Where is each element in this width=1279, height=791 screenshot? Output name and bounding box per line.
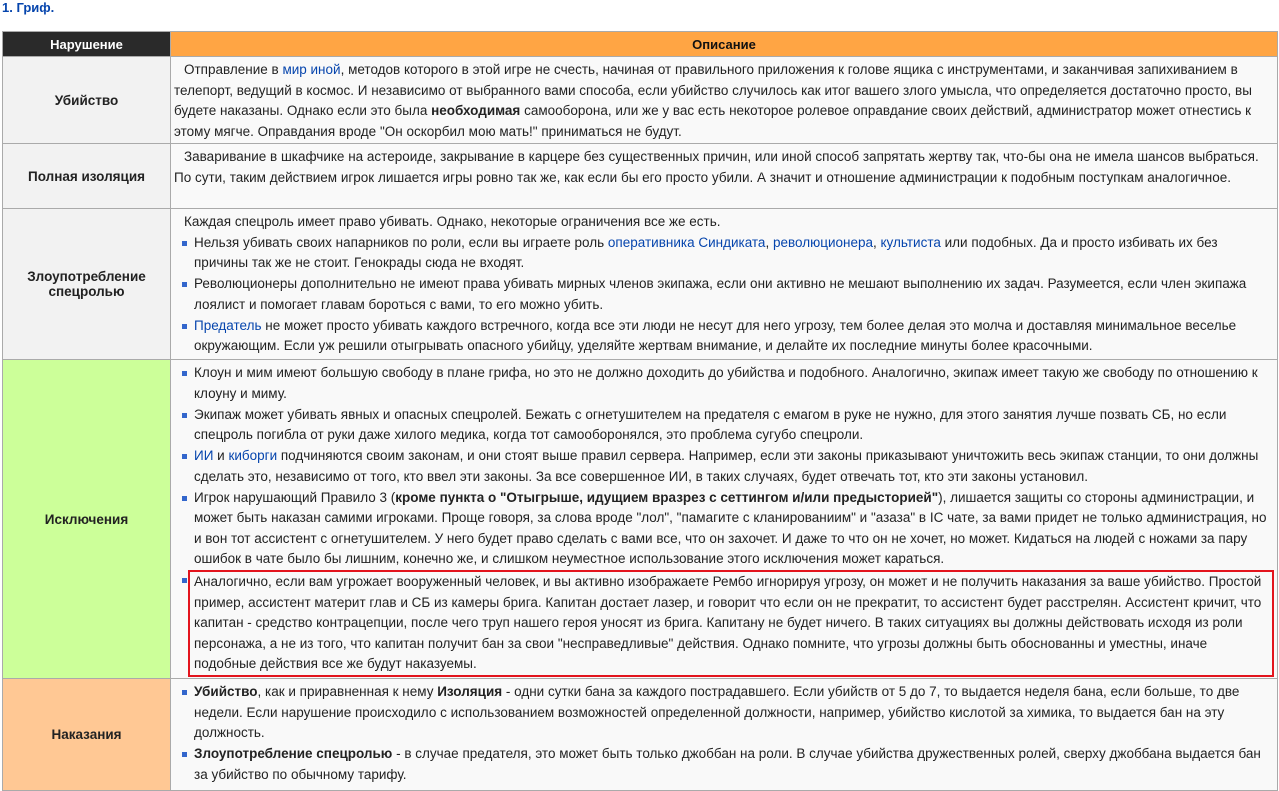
highlight-box: Аналогично, если вам угрожает вооруженный человек, и вы активно изображаете Рембо игнорируя угрозу, он может и не получить наказания за ваше убийство. Простой пример, ассистент материт глав и СБ из камеры брига. Капитан достает лазер, и говорит что если он не прекратит, то ассистент будет расстрелян. Ассистент кричит, что капитан - средство контрацепции, после чего труп нашего героя уносят из брига. Капитану не будет ничего. В таких ситуациях вы должны действовать исходя из роли персонажа, а не из того, что капитан получит бан за свои "несправедливые" действия. Однако помните, что угрозы должны быть обоснованны и уместны, иначе подобные действия все же будут наказуемы.: [188, 570, 1274, 677]
violation-name-isolation: Полная изоляция: [3, 144, 171, 209]
table-row-isolation: [3, 144, 1278, 209]
list-item: Клоун и мим имеют большую свободу в плане грифа, но это не должно доходить до убийства и подобного. Аналогично, экипаж имеет такую же свободу по отношению к клоуну и миму.: [174, 363, 1273, 404]
table-row-murder: [3, 57, 1278, 144]
link-other-world[interactable]: мир иной: [282, 62, 341, 77]
header-description: Описание: [171, 32, 1278, 57]
header-violation: Нарушение: [3, 32, 171, 57]
murder-text: Отправление в мир иной, методов которого в этой игре не счесть, начиная от правильного приложения к голове ящика с инструментами, и заканчивая запихиванием в телепорт, ведущий в космос. И независимо от выбранного вами способа, если убийство случилось как итог вашего злого умысла, что определяется достаточно просто, вы будете наказаны. Однако если это была необходимая самооборона, или же у вас есть некоторое ролевое оправдание своих действий, администратор может отнестись к этому мягче. Оправдания вроде "Он оскорбил мою мать!" приниматься не будут.: [174, 62, 1252, 139]
table-row-punishments: [3, 679, 1278, 791]
description-abuse: [171, 209, 1278, 360]
list-item: Экипаж может убивать явных и опасных спецролей. Бежать с огнетушителем на предателя с емагом в руке не нужно, для этого занятия лучше позвать СБ, но если спецроль погибла от руки даже хилого медика, когда тот самооборонялся, это проблема сугубо спецроли.: [174, 405, 1273, 446]
description-punishments: [171, 679, 1278, 791]
link-ai[interactable]: ИИ: [194, 448, 214, 463]
violation-name-punishments: Наказания: [3, 679, 171, 791]
list-item: Нельзя убивать своих напарников по роли, если вы играете роль оперативника Синдиката, революционера, культиста или подобных. Да и просто избивать их без причины так же не стоит. Генокрады сюда не входят.: [174, 233, 1273, 274]
list-item: Убийство, как и приравненная к нему Изоляция - одни сутки бана за каждого пострадавшего. Если убийств от 5 до 7, то выдается неделя бана, если больше, то две недели. Если нарушение происходило с использованием возможностей определенной должности, например, убийство кислотой за химика, то выдается бан на эту должность.: [174, 682, 1273, 744]
punishments-list: [174, 682, 1273, 785]
list-item-highlighted: [174, 570, 1273, 677]
link-cyborgs[interactable]: киборги: [228, 448, 278, 463]
table-header-row: [3, 32, 1278, 57]
violation-name-abuse: Злоупотребление спецролью: [3, 209, 171, 360]
list-item: Предатель не может просто убивать каждого встречного, когда все эти люди не несут для него угрозу, тем более делая это молча и доставляя минимальное веселье окружающим. Если уж решили отыгрывать опасного убийцу, уделяйте жертвам внимание, и делайте их последние минуты более красочными.: [174, 316, 1273, 357]
list-item: Злоупотребление спецролью - в случае предателя, это может быть только джоббан на роли. В случае убийства дружественных ролей, сверху джоббана выдается бан за убийство по обычному тарифу.: [174, 744, 1273, 785]
violation-name-murder: Убийство: [3, 57, 171, 144]
list-item: Революционеры дополнительно не имеют права убивать мирных членов экипажа, если они активно не мешают выполнению их задач. Разумеется, если член экипажа лоялист и помогает главам бороться с вами, то его можно убить.: [174, 274, 1273, 315]
list-item: Игрок нарушающий Правило 3 (кроме пункта о "Отыгрыше, идущием вразрез с сеттингом и/или предысторией"), лишается защиты со стороны администрации, и может быть наказан самими игроками. Проще говоря, за слова вроде "лол", "памагите с кланированиим" и "азаза" в IC чате, за вами придет не только администрация, но и вон тот ассистент с огнетушителем. У него будет право сделать с вами все, что он захочет. И даже то что он не хочет, но может. Кидаться на людей с ножами за пару ошибок в чате было бы лишним, конечно же, и слишком неуместное использование этого исключения может караться.: [174, 488, 1273, 570]
abuse-list: [174, 233, 1273, 357]
isolation-text: Заваривание в шкафчике на астероиде, закрывание в карцере без существенных причин, или иной способ запрятать жертву так, что-бы она не имела шансов выбраться. По сути, таким действием игрок лишается игры ровно так же, как если бы его просто убили. А значит и отношение администрации к подобным поступкам аналогичное.: [174, 149, 1259, 185]
section-heading: 1. Гриф.: [2, 0, 55, 15]
exceptions-list: [174, 363, 1273, 677]
link-syndicate-operative[interactable]: оперативника Синдиката: [607, 234, 766, 250]
list-item: ИИ и киборги подчиняются своим законам, и они стоят выше правил сервера. Например, если эти законы приказывают уничтожить весь экипаж станции, то они должны сделать это, независимо от того, кто ввел эти законы. За все совершенное ИИ, в таких случаях, будет отвечать тот, кто эти законы установил.: [174, 446, 1273, 487]
rules-table: [2, 31, 1278, 791]
description-isolation: [171, 144, 1278, 209]
link-revolutionary[interactable]: революционера: [772, 234, 873, 250]
description-exceptions: [171, 360, 1278, 679]
link-traitor[interactable]: Предатель: [194, 317, 262, 333]
table-row-abuse: [3, 209, 1278, 360]
violation-name-exceptions: Исключения: [3, 360, 171, 679]
abuse-intro: Каждая спецроль имеет право убивать. Однако, некоторые ограничения все же есть.: [184, 214, 721, 229]
link-cultist[interactable]: культиста: [880, 234, 941, 250]
description-murder: [171, 57, 1278, 144]
table-row-exceptions: [3, 360, 1278, 679]
